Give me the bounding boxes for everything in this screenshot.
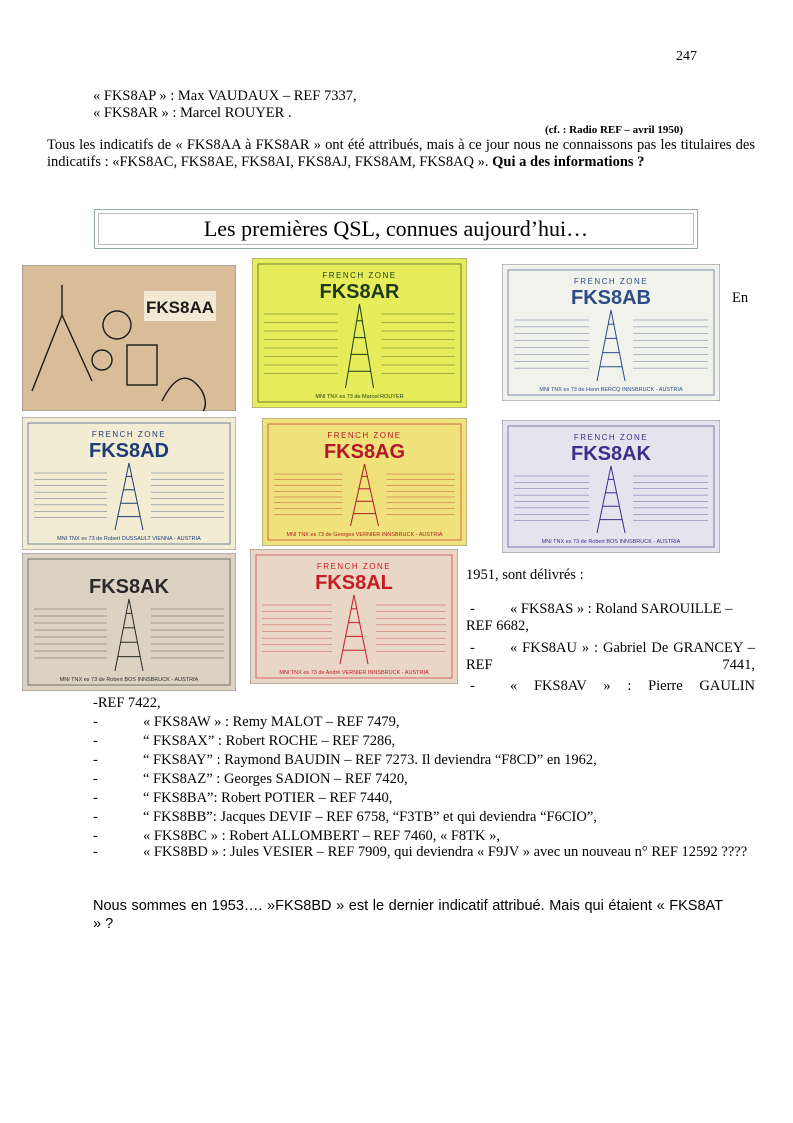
qsl-card-fks8ak-2 xyxy=(22,553,236,691)
qsl-callsign: FKS8AD xyxy=(88,440,170,462)
qsl-card-fks8al xyxy=(250,549,458,684)
list-text: « FKS8BD » : Jules VESIER – REF 7909, qui deviendra « F9JV » avec un nouveau n° REF 12592 ???? xyxy=(143,844,748,860)
qsl-zone-label: FRENCH ZONE xyxy=(573,277,649,286)
side-item-fks8as xyxy=(466,601,755,635)
list-text: “ FKS8AY” : Raymond BAUDIN – REF 7273. Il deviendra “F8CD” en 1962, xyxy=(143,752,597,768)
list-text: “ FKS8BA”: Robert POTIER – REF 7440, xyxy=(143,790,393,806)
side-item-text: « FKS8AV » : Pierre GAULIN xyxy=(510,678,755,694)
side-item-text: « FKS8AS » : Roland SAROUILLE – REF 6682, xyxy=(466,601,733,634)
qsl-card-fks8ak-1 xyxy=(502,420,720,553)
qsl-card-graphic xyxy=(250,549,458,684)
qsl-footer: MNI TNX es 73 de André VERNIER INNSBRUCK - AUSTRIA xyxy=(279,670,429,676)
page-number: 247 xyxy=(676,49,697,64)
qsl-card-fks8ag xyxy=(262,418,467,546)
list-dash: - xyxy=(93,752,98,768)
section-banner xyxy=(94,209,698,249)
qsl-callsign: FKS8AK xyxy=(570,443,652,465)
list-text: « FKS8BC » : Robert ALLOMBERT – REF 7460, « F8TK », xyxy=(143,828,500,844)
conclusion-paragraph: Nous sommes en 1953…. »FKS8BD » est le dernier indicatif attribué. Mais qui étaient « FKS8AT » ? xyxy=(93,898,723,932)
qsl-card-graphic xyxy=(502,264,720,401)
qsl-card-fks8ab xyxy=(502,264,720,401)
qsl-callsign: FKS8AA xyxy=(145,298,215,317)
list-text: “ FKS8AX” : Robert ROCHE – REF 7286, xyxy=(143,733,396,749)
side-item-fks8av xyxy=(466,678,755,695)
qsl-callsign: FKS8AG xyxy=(323,441,406,463)
qsl-footer: MNI TNX es 73 de Georges VERNIER INNSBRUCK - AUSTRIA xyxy=(286,532,443,538)
qsl-callsign: FKS8AB xyxy=(570,287,652,309)
qsl-card-graphic xyxy=(22,553,236,691)
qsl-zone-label: FRENCH ZONE xyxy=(573,433,649,442)
side-item-dash: - xyxy=(470,678,475,694)
banner-title: Les premières QSL, connues aujourd’hui… xyxy=(98,213,694,245)
qsl-card-graphic xyxy=(22,417,236,550)
side-item-dash: - xyxy=(470,601,475,617)
qsl-callsign: FKS8AR xyxy=(319,281,400,303)
qsl-footer: MNI TNX es 73 de Robert BOS INNSBRUCK - AUSTRIA xyxy=(59,677,199,683)
list-dash: - xyxy=(93,809,98,825)
citation: (cf. : Radio REF – avril 1950) xyxy=(545,124,683,136)
list-text: “ FKS8AZ” : Georges SADION – REF 7420, xyxy=(143,771,408,787)
qsl-card-graphic xyxy=(252,258,467,408)
qsl-zone-label: FRENCH ZONE xyxy=(322,271,397,280)
qsl-footer: MNI TNX es 73 de Henri BERCQ INNSBRUCK - AUSTRIA xyxy=(539,387,683,393)
list-dash: - xyxy=(93,771,98,787)
list-text: “ FKS8BB”: Jacques DEVIF – REF 6758, “F3TB” et qui deviendra “F6CIO”, xyxy=(143,809,597,825)
header-line-fks8ap: « FKS8AP » : Max VAUDAUX – REF 7337, xyxy=(93,88,357,104)
intro-paragraph xyxy=(47,137,755,171)
list-dash: - xyxy=(93,790,98,806)
list-dash: - xyxy=(93,733,98,749)
side-item-fks8au xyxy=(466,640,755,674)
side-item-text: « FKS8AU » : Gabriel De GRANCEY – REF 7441, xyxy=(466,640,755,673)
qsl-footer: MNI TNX es 73 de Robert DUSSAULT VIENNA - AUSTRIA xyxy=(57,536,201,542)
continuation-line: -REF 7422, xyxy=(93,695,161,711)
qsl-card-fks8ad xyxy=(22,417,236,550)
qsl-footer: MNI TNX es 73 de Robert BOS INNSBRUCK - AUSTRIA xyxy=(541,539,681,545)
qsl-zone-label: FRENCH ZONE xyxy=(91,430,167,439)
qsl-footer: MNI TNX es 73 de Marcel ROUYER xyxy=(315,394,404,400)
list-dash: - xyxy=(93,844,98,860)
qsl-card-graphic xyxy=(262,418,467,546)
list-text: « FKS8AW » : Remy MALOT – REF 7479, xyxy=(143,714,400,730)
intro-question: Qui a des informations ? xyxy=(492,154,645,170)
qsl-card-graphic xyxy=(22,265,236,411)
side-text-1951: 1951, sont délivrés : xyxy=(466,567,584,583)
qsl-card-graphic xyxy=(502,420,720,553)
list-dash: - xyxy=(93,828,98,844)
qsl-callsign: FKS8AL xyxy=(315,572,393,594)
qsl-card-fks8ar xyxy=(252,258,467,408)
intro-text: Tous les indicatifs de « FKS8AA à FKS8AR » ont été attribués, mais à ce jour nous ne connaissons pas les titulaires des indicatifs : «FKS8AC, FKS8AE, FKS8AI, FKS8AJ, FKS8AM, FKS8AQ ». xyxy=(47,137,755,170)
qsl-card-fks8aa xyxy=(22,265,236,411)
side-item-dash: - xyxy=(470,640,475,656)
qsl-callsign: FKS8AK xyxy=(88,576,170,598)
side-text-en: En xyxy=(732,290,749,306)
header-line-fks8ar: « FKS8AR » : Marcel ROUYER . xyxy=(93,105,292,121)
qsl-zone-label: FRENCH ZONE xyxy=(316,562,392,571)
list-dash: - xyxy=(93,714,98,730)
qsl-zone-label: FRENCH ZONE xyxy=(327,431,402,440)
